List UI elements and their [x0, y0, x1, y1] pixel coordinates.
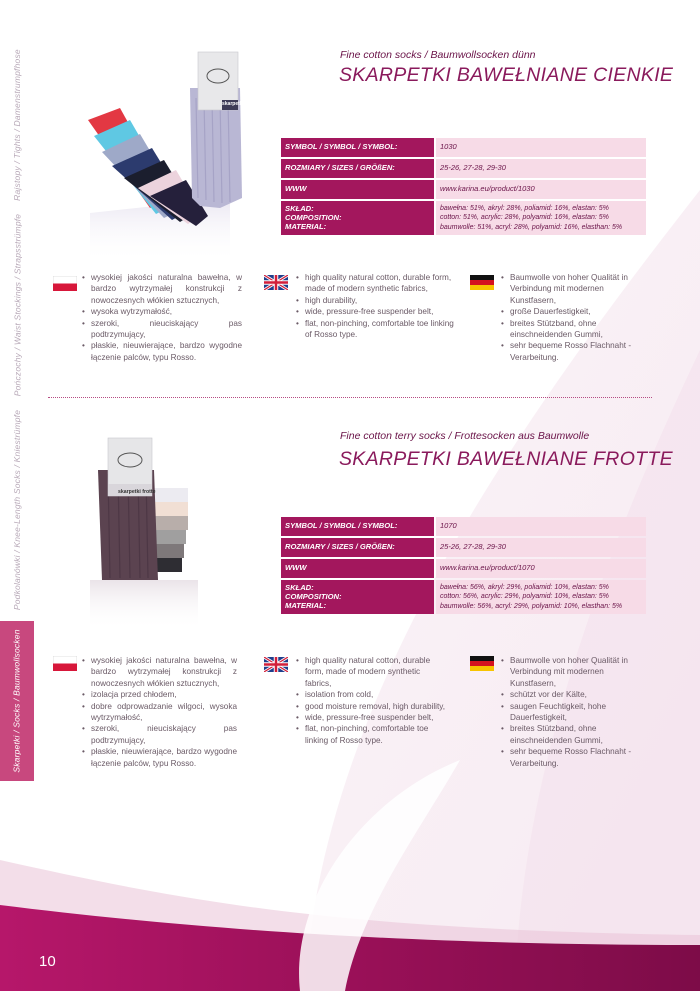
list-item: • flat, non-pinching, comfortable toe linking of Rosso type.: [296, 318, 460, 341]
sidebar-item-socks[interactable]: [0, 621, 34, 781]
germany-flag-icon: [470, 275, 494, 290]
list-item: • high quality natural cotton, durable form, made of modern synthetic fabrics,: [296, 655, 446, 689]
spec-value: [436, 580, 646, 614]
list-item: • breites Stützband, ohne einschneidenden Gummi,: [501, 723, 641, 746]
spec-row-www: [281, 559, 646, 578]
list-item: • sehr bequeme Rosso Flachnaht - Verarbeitung.: [501, 340, 651, 363]
spec-key: [281, 580, 434, 614]
features-de: [501, 655, 641, 769]
features-pl: [82, 655, 237, 769]
category-sidebar: [0, 0, 34, 940]
germany-flag-icon: [470, 656, 494, 671]
list-item: • dobre odprowadzanie wilgoci, wysoka wytrzymałość,: [82, 701, 237, 724]
spec-key: WWW: [281, 559, 434, 578]
sidebar-item-label: Rajstopy / Tights / Damenstrumpfhose: [12, 49, 22, 201]
list-item: • szeroki, nieuciskający pas podtrzymujący,: [82, 723, 237, 746]
spec-row-sizes: [281, 159, 646, 178]
package-label: skarpetki frotte: [118, 489, 156, 495]
list-item: • izolacja przed chłodem,: [82, 689, 237, 700]
features-pl: [82, 272, 242, 363]
spec-row-composition: [281, 580, 646, 614]
spec-row-sizes: [281, 538, 646, 557]
sidebar-item-label: Pończochy / Waist Stockings / Strapsstrümpfe: [12, 213, 22, 397]
list-item: • wide, pressure-free suspender belt,: [296, 712, 446, 723]
spec-value: 1070: [436, 517, 646, 536]
spec-key: SYMBOL / SYMBOL / SYMBOL:: [281, 138, 434, 157]
list-item: • saugen Feuchtigkeit, hohe Dauerfestigkeit,: [501, 701, 641, 724]
page-number: 10: [39, 953, 56, 970]
product-link[interactable]: www.karina.eu/product/1030: [436, 180, 646, 199]
sidebar-item-stockings[interactable]: [0, 205, 34, 405]
spec-row-symbol: [281, 517, 646, 536]
list-item: • high quality natural cotton, durable form, made of modern synthetic fabrics,: [296, 272, 460, 295]
poland-flag-icon: [53, 656, 77, 671]
poland-flag-icon: [53, 276, 77, 291]
composition-key: MATERIAL:: [285, 222, 327, 231]
features-en: [296, 655, 446, 746]
list-item: • wysoka wytrzymałość,: [82, 306, 242, 317]
spec-key: WWW: [281, 180, 434, 199]
composition-value: cotton: 56%, acrylic: 29%, polyamid: 10%, elastan: 5%: [440, 593, 609, 601]
product-title: SKARPETKI BAWEŁNIANE FROTTE: [339, 448, 673, 470]
list-item: • płaskie, nieuwierające, bardzo wygodne łączenie palców, typu Rosso.: [82, 746, 237, 769]
product-image-terry-socks: [88, 430, 208, 630]
composition-key: SKŁAD:: [285, 204, 314, 213]
product-subtitle: Fine cotton terry socks / Frottesocken aus Baumwolle: [340, 430, 590, 442]
composition-value: bawełna: 56%, akryl: 29%, poliamid: 10%, elastan: 5%: [440, 584, 609, 591]
composition-value: baumwolle: 56%, acryl: 29%, polyamid: 10%, elasthan: 5%: [440, 602, 623, 610]
list-item: • sehr bequeme Rosso Flachnaht - Verarbeitung.: [501, 746, 641, 769]
spec-row-www: [281, 180, 646, 199]
list-item: • Baumwolle von hoher Qualität in Verbindung mit modernen Kunstfasern,: [501, 272, 651, 306]
composition-value: cotton: 51%, acrylic: 28%, polyamid: 16%, elastan: 5%: [440, 214, 609, 222]
spec-value: [436, 201, 646, 235]
list-item: • szeroki, nieuciskający pas podtrzymujący,: [82, 318, 242, 341]
composition-key: MATERIAL:: [285, 601, 327, 610]
spec-row-composition: [281, 201, 646, 235]
spec-key: [281, 201, 434, 235]
spec-value: 1030: [436, 138, 646, 157]
composition-value: bawełna: 51%, akryl: 28%, poliamid: 16%, elastan: 5%: [440, 205, 609, 212]
spec-key: ROZMIARY / SIZES / GRÖßEN:: [281, 538, 434, 557]
sidebar-item-label: Podkolanówki / Knee-Length Socks / Kniestrümpfe: [12, 409, 23, 611]
list-item: • good moisture removal, high durability,: [296, 701, 446, 712]
composition-key: COMPOSITION:: [285, 213, 342, 222]
spec-key: ROZMIARY / SIZES / GRÖßEN:: [281, 159, 434, 178]
spec-value: 25-26, 27-28, 29-30: [436, 159, 646, 178]
sidebar-item-knee-socks[interactable]: [0, 405, 34, 615]
sidebar-item-label: Skarpetki / Socks / Baumwollsocken: [12, 629, 23, 773]
sidebar-item-tights[interactable]: [0, 30, 34, 220]
features-en: [296, 272, 460, 340]
spec-key: SYMBOL / SYMBOL / SYMBOL:: [281, 517, 434, 536]
product-subtitle: Fine cotton socks / Baumwollsocken dünn: [340, 49, 536, 61]
section-divider: [48, 397, 652, 398]
composition-key: COMPOSITION:: [285, 592, 342, 601]
product-link[interactable]: www.karina.eu/product/1070: [436, 559, 646, 578]
list-item: • wide, pressure-free suspender belt,: [296, 306, 460, 317]
list-item: • high durability,: [296, 295, 460, 306]
list-item: • flat, non-pinching, comfortable toe linking of Rosso type.: [296, 723, 446, 746]
spec-row-symbol: [281, 138, 646, 157]
product-title: SKARPETKI BAWEŁNIANE CIENKIE: [339, 64, 674, 86]
spec-value: 25-26, 27-28, 29-30: [436, 538, 646, 557]
product-image-thin-socks: [80, 48, 260, 268]
features-de: [501, 272, 651, 363]
list-item: • Baumwolle von hoher Qualität in Verbindung mit modernen Kunstfasern,: [501, 655, 641, 689]
uk-flag-icon: [264, 657, 288, 672]
package-label: skarpetki: [222, 101, 244, 107]
list-item: • schützt vor der Kälte,: [501, 689, 641, 700]
list-item: • wysokiej jakości naturalna bawełna, w bardzo wytrzymałej konstrukcji z nowoczesnych włókien sztucznych,: [82, 272, 242, 306]
composition-key: SKŁAD:: [285, 583, 314, 592]
list-item: • wysokiej jakości naturalna bawełna, w bardzo wytrzymałej konstrukcji z nowoczesnych włókien sztucznych,: [82, 655, 237, 689]
spec-table: [281, 517, 646, 616]
list-item: • płaskie, nieuwierające, bardzo wygodne łączenie palców, typu Rosso.: [82, 340, 242, 363]
list-item: • breites Stützband, ohne einschneidenden Gummi,: [501, 318, 651, 341]
list-item: • isolation from cold,: [296, 689, 446, 700]
spec-table: [281, 138, 646, 237]
uk-flag-icon: [264, 275, 288, 290]
composition-value: baumwolle: 51%, acryl: 28%, polyamid: 16%, elasthan: 5%: [440, 223, 623, 231]
list-item: • große Dauerfestigkeit,: [501, 306, 651, 317]
